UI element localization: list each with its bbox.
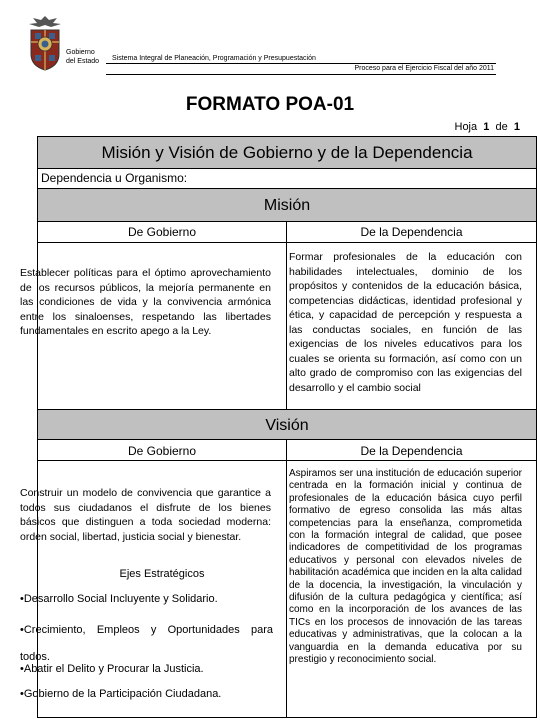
government-label (66, 48, 99, 66)
poa-form-table (20, 136, 537, 718)
government-line-2: del Estado (66, 58, 100, 65)
eje-item-4: •Gobierno de la Participación Ciudadana. (20, 688, 222, 700)
sheet-of: de (495, 121, 508, 133)
eje-item-3: •Abatir el Delito y Procurar la Justicia. (20, 663, 204, 675)
mission-gov-heading-rule (38, 242, 286, 243)
mission-column-divider (286, 222, 287, 409)
eje-item-1: •Desarrollo Social Incluyente y Solidario. (20, 593, 218, 605)
vision-gov-heading: De Gobierno (127, 444, 197, 458)
main-title-band: Misión y Visión de Gobierno y de la Dependencia (38, 137, 536, 169)
government-line-1: Gobierno (66, 49, 95, 56)
dependency-label: Dependencia u Organismo: (41, 171, 188, 185)
mission-dep-heading-rule (287, 242, 536, 243)
sheet-indicator (455, 121, 521, 133)
mission-dep-text: Formar profesionales de la educación con habilidades intelectuales, dominio de los propósitos y contenidos de la educación básica, competencias didácticas, identidad profesional y ética, y capacidad de percepción y respuesta a las conductas sociales, en función de las exigencias de los niveles educativos para los cuales se orienta su formación, así como con un alto grado de compromiso con las exigencias del desarrollo y el cambio social (289, 251, 522, 394)
vision-column-divider (286, 440, 287, 718)
mission-band: Misión (38, 189, 536, 222)
vision-gov-text: Construir un modelo de convivencia que garantice a todos sus ciudadanos el disfrute de los bienes básicos que distinguen a toda sociedad moderna: orden social, libertad, justicia social y bienestar. (20, 487, 271, 543)
header-rule-top (106, 63, 496, 64)
dependency-row (38, 169, 536, 189)
vision-dep-heading-rule (287, 460, 536, 461)
eje-item-2: •Crecimiento, Empleos y Oportunidades para todos. (20, 624, 273, 663)
system-name: Sistema Integral de Planeación, Programación y Presupuestación (112, 55, 316, 62)
ejes-title: Ejes Estratégicos (119, 568, 205, 580)
form-title: FORMATO POA-01 (185, 94, 355, 115)
vision-dep-text: Aspiramos ser una institución de educación superior centrada en la formación inicial y continua de profesionales de la educación básica cuyo perfil formativo de egreso consolida las más altas competencias para la enseñanza, comprometida con la formación integral de calidad, que posee indicadores de competitividad de los programas educativos y personal con elevados niveles de habilitación académica que inciden en la alta calidad de la docencia, la investigación, la vinculación y difusión de la cultura pedagógica y científica; así como en la incorporación de los avances de las TICs en los procesos de innovación de las tareas educativas y administrativas, que la colocan a la vanguardia en la demanda educativa por su prestigio y reconocimiento social. (289, 468, 522, 666)
mission-gov-text: Establecer políticas para el óptimo aprovechamiento de los recursos públicos, la mejoría permanente en las condiciones de vida y la convivencia armónica entre los sinaloenses, respetando las libertades fundamentales en escrito apego a la Ley. (20, 267, 271, 337)
vision-gov-heading-rule (38, 460, 286, 461)
mission-gov-heading: De Gobierno (127, 225, 197, 239)
header-rule-bottom (106, 74, 496, 75)
vision-band: Visión (38, 409, 536, 440)
mission-dep-heading: De la Dependencia (360, 225, 463, 239)
sheet-label: Hoja (454, 121, 478, 133)
state-seal-logo (27, 14, 63, 72)
page-header (0, 0, 540, 90)
fiscal-process-label: Proceso para el Ejercicio Fiscal del año 2011 (354, 65, 494, 72)
sheet-total: 1 (513, 121, 520, 133)
vision-dep-heading: De la Dependencia (360, 444, 463, 458)
sheet-page: 1 (483, 121, 490, 133)
